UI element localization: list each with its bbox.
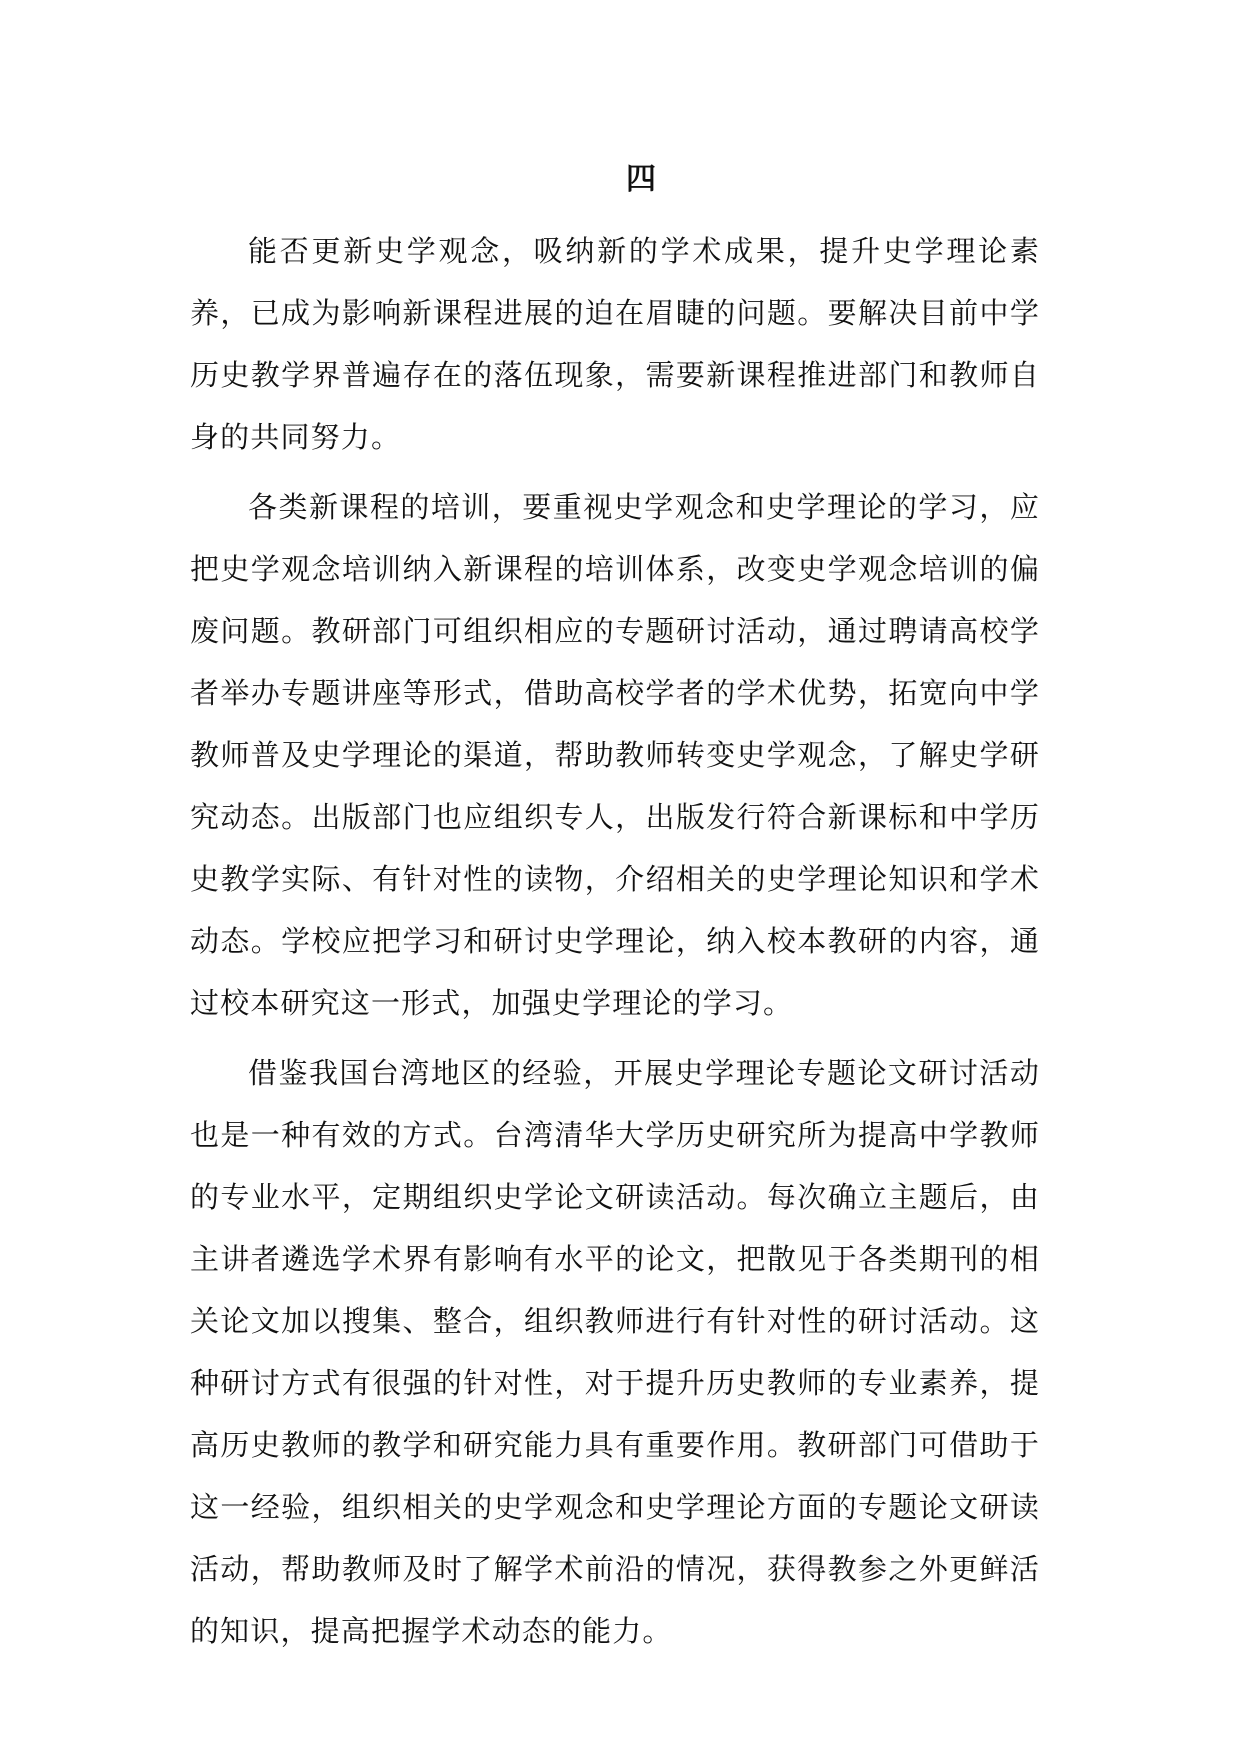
body-text <box>190 220 1040 1662</box>
section-heading: 四 <box>626 162 656 197</box>
paragraph-3: 借鉴我国台湾地区的经验，开展史学理论专题论文研讨活动也是一种有效的方式。台湾清华大学历史研究所为提高中学教师的专业水平，定期组织史学论文研读活动。每次确立主题后，由主讲者遴选学术界有影响有水平的论文，把散见于各类期刊的相关论文加以搜集、整合，组织教师进行有针对性的研讨活动。这种研讨方式有很强的针对性，对于提升历史教师的专业素养，提高历史教师的教学和研究能力具有重要作用。教研部门可借助于这一经验，组织相关的史学观念和史学理论方面的专题论文研读活动，帮助教师及时了解学术前沿的情况，获得教参之外更鲜活的知识，提高把握学术动态的能力。 <box>190 1056 1040 1648</box>
paragraph-1: 能否更新史学观念，吸纳新的学术成果，提升史学理论素养，已成为影响新课程进展的迫在眉睫的问题。要解决目前中学历史教学界普遍存在的落伍现象，需要新课程推进部门和教师自身的共同努力。 <box>190 234 1040 454</box>
paragraph-2: 各类新课程的培训，要重视史学观念和史学理论的学习，应把史学观念培训纳入新课程的培训体系，改变史学观念培训的偏废问题。教研部门可组织相应的专题研讨活动，通过聘请高校学者举办专题讲座等形式，借助高校学者的学术优势，拓宽向中学教师普及史学理论的渠道，帮助教师转变史学观念，了解史学研究动态。出版部门也应组织专人，出版发行符合新课标和中学历史教学实际、有针对性的读物，介绍相关的史学理论知识和学术动态。学校应把学习和研讨史学理论，纳入校本教研的内容，通过校本研究这一形式，加强史学理论的学习。 <box>190 490 1040 1020</box>
